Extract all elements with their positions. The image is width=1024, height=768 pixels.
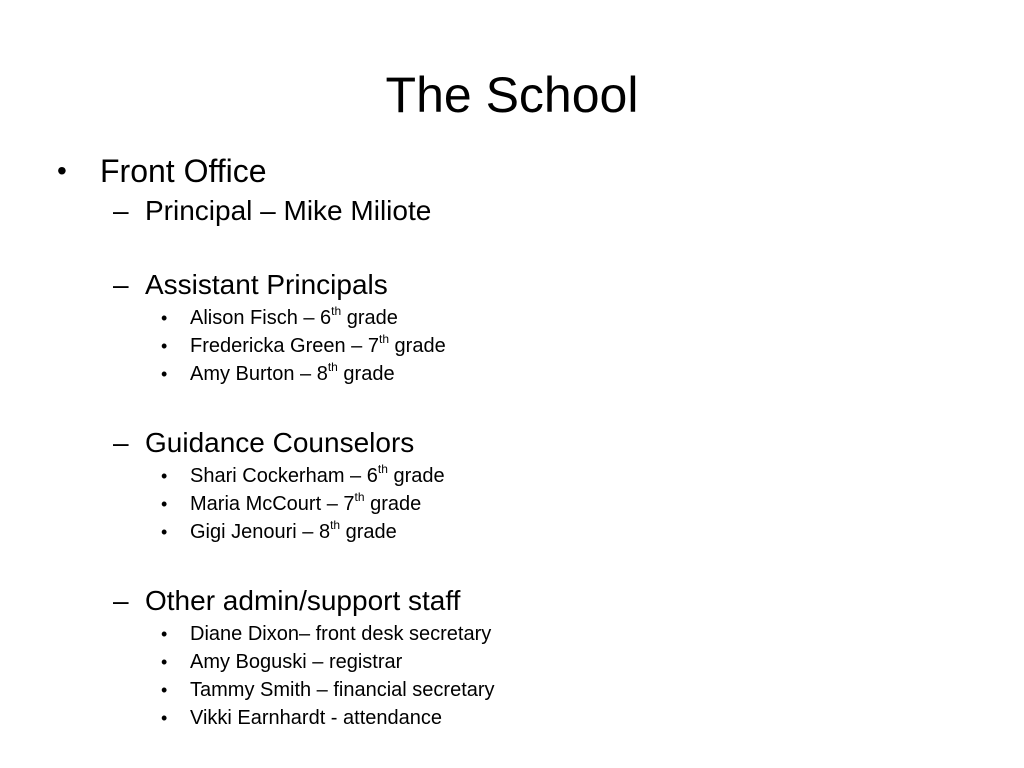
list-item [55, 648, 955, 676]
list-item [55, 304, 955, 332]
list-item [55, 620, 955, 648]
item-name: Gigi Jenouri – 8 [190, 521, 331, 543]
item-ordinal: th [354, 489, 365, 504]
principal-item [55, 192, 955, 230]
list-item [55, 676, 955, 704]
bullet-icon: • [161, 466, 168, 486]
list-item [55, 704, 955, 732]
list-item [55, 360, 955, 388]
heading-text: Assistant Principals [145, 269, 388, 300]
item-suffix: grade [337, 363, 395, 385]
principal-text: Principal – Mike Miliote [145, 195, 432, 226]
dash-icon: – [113, 195, 129, 226]
heading-text: Guidance Counselors [145, 427, 415, 458]
spacer [55, 230, 955, 266]
item-ordinal: th [331, 303, 342, 318]
bullet-icon: • [161, 364, 168, 384]
bullet-icon: • [161, 680, 168, 700]
item-ordinal: th [377, 461, 388, 476]
list-item [55, 462, 955, 490]
item-ordinal: th [327, 359, 338, 374]
heading-text: Other admin/support staff [145, 585, 461, 616]
bullet-icon: • [57, 155, 67, 186]
list-item [55, 490, 955, 518]
dash-icon: – [113, 427, 129, 458]
assistant-principals-heading [55, 266, 955, 304]
item-text: Diane Dixon– front desk secretary [190, 623, 492, 645]
item-suffix: grade [364, 493, 422, 515]
bullet-icon: • [161, 624, 168, 644]
item-name: Amy Burton – 8 [190, 363, 328, 385]
item-name: Maria McCourt – 7 [190, 493, 355, 515]
item-suffix: grade [389, 335, 446, 357]
item-name: Shari Cockerham – 6 [190, 465, 378, 487]
item-suffix: grade [341, 307, 398, 329]
item-suffix: grade [340, 521, 397, 543]
item-text: Tammy Smith – financial secretary [190, 679, 495, 701]
other-staff-heading [55, 582, 955, 620]
section-label: Front Office [100, 153, 267, 189]
list-item [55, 518, 955, 546]
bullet-icon: • [161, 708, 168, 728]
bullet-icon: • [161, 522, 168, 542]
bullet-icon: • [161, 336, 168, 356]
guidance-counselors-heading [55, 424, 955, 462]
bullet-icon: • [161, 308, 168, 328]
item-suffix: grade [387, 465, 445, 487]
slide-body [55, 150, 955, 732]
item-text: Vikki Earnhardt - attendance [190, 707, 443, 729]
bullet-icon: • [161, 652, 168, 672]
item-ordinal: th [378, 331, 389, 346]
item-name: Alison Fisch – 6 [190, 307, 332, 329]
slide-title: The School [385, 67, 639, 123]
item-name: Fredericka Green – 7 [190, 335, 379, 357]
dash-icon: – [113, 585, 129, 616]
item-ordinal: th [330, 517, 341, 532]
spacer [55, 388, 955, 424]
dash-icon: – [113, 269, 129, 300]
item-text: Amy Boguski – registrar [190, 651, 403, 673]
spacer [55, 546, 955, 582]
bullet-icon: • [161, 494, 168, 514]
list-item [55, 332, 955, 360]
section-front-office [55, 150, 955, 192]
